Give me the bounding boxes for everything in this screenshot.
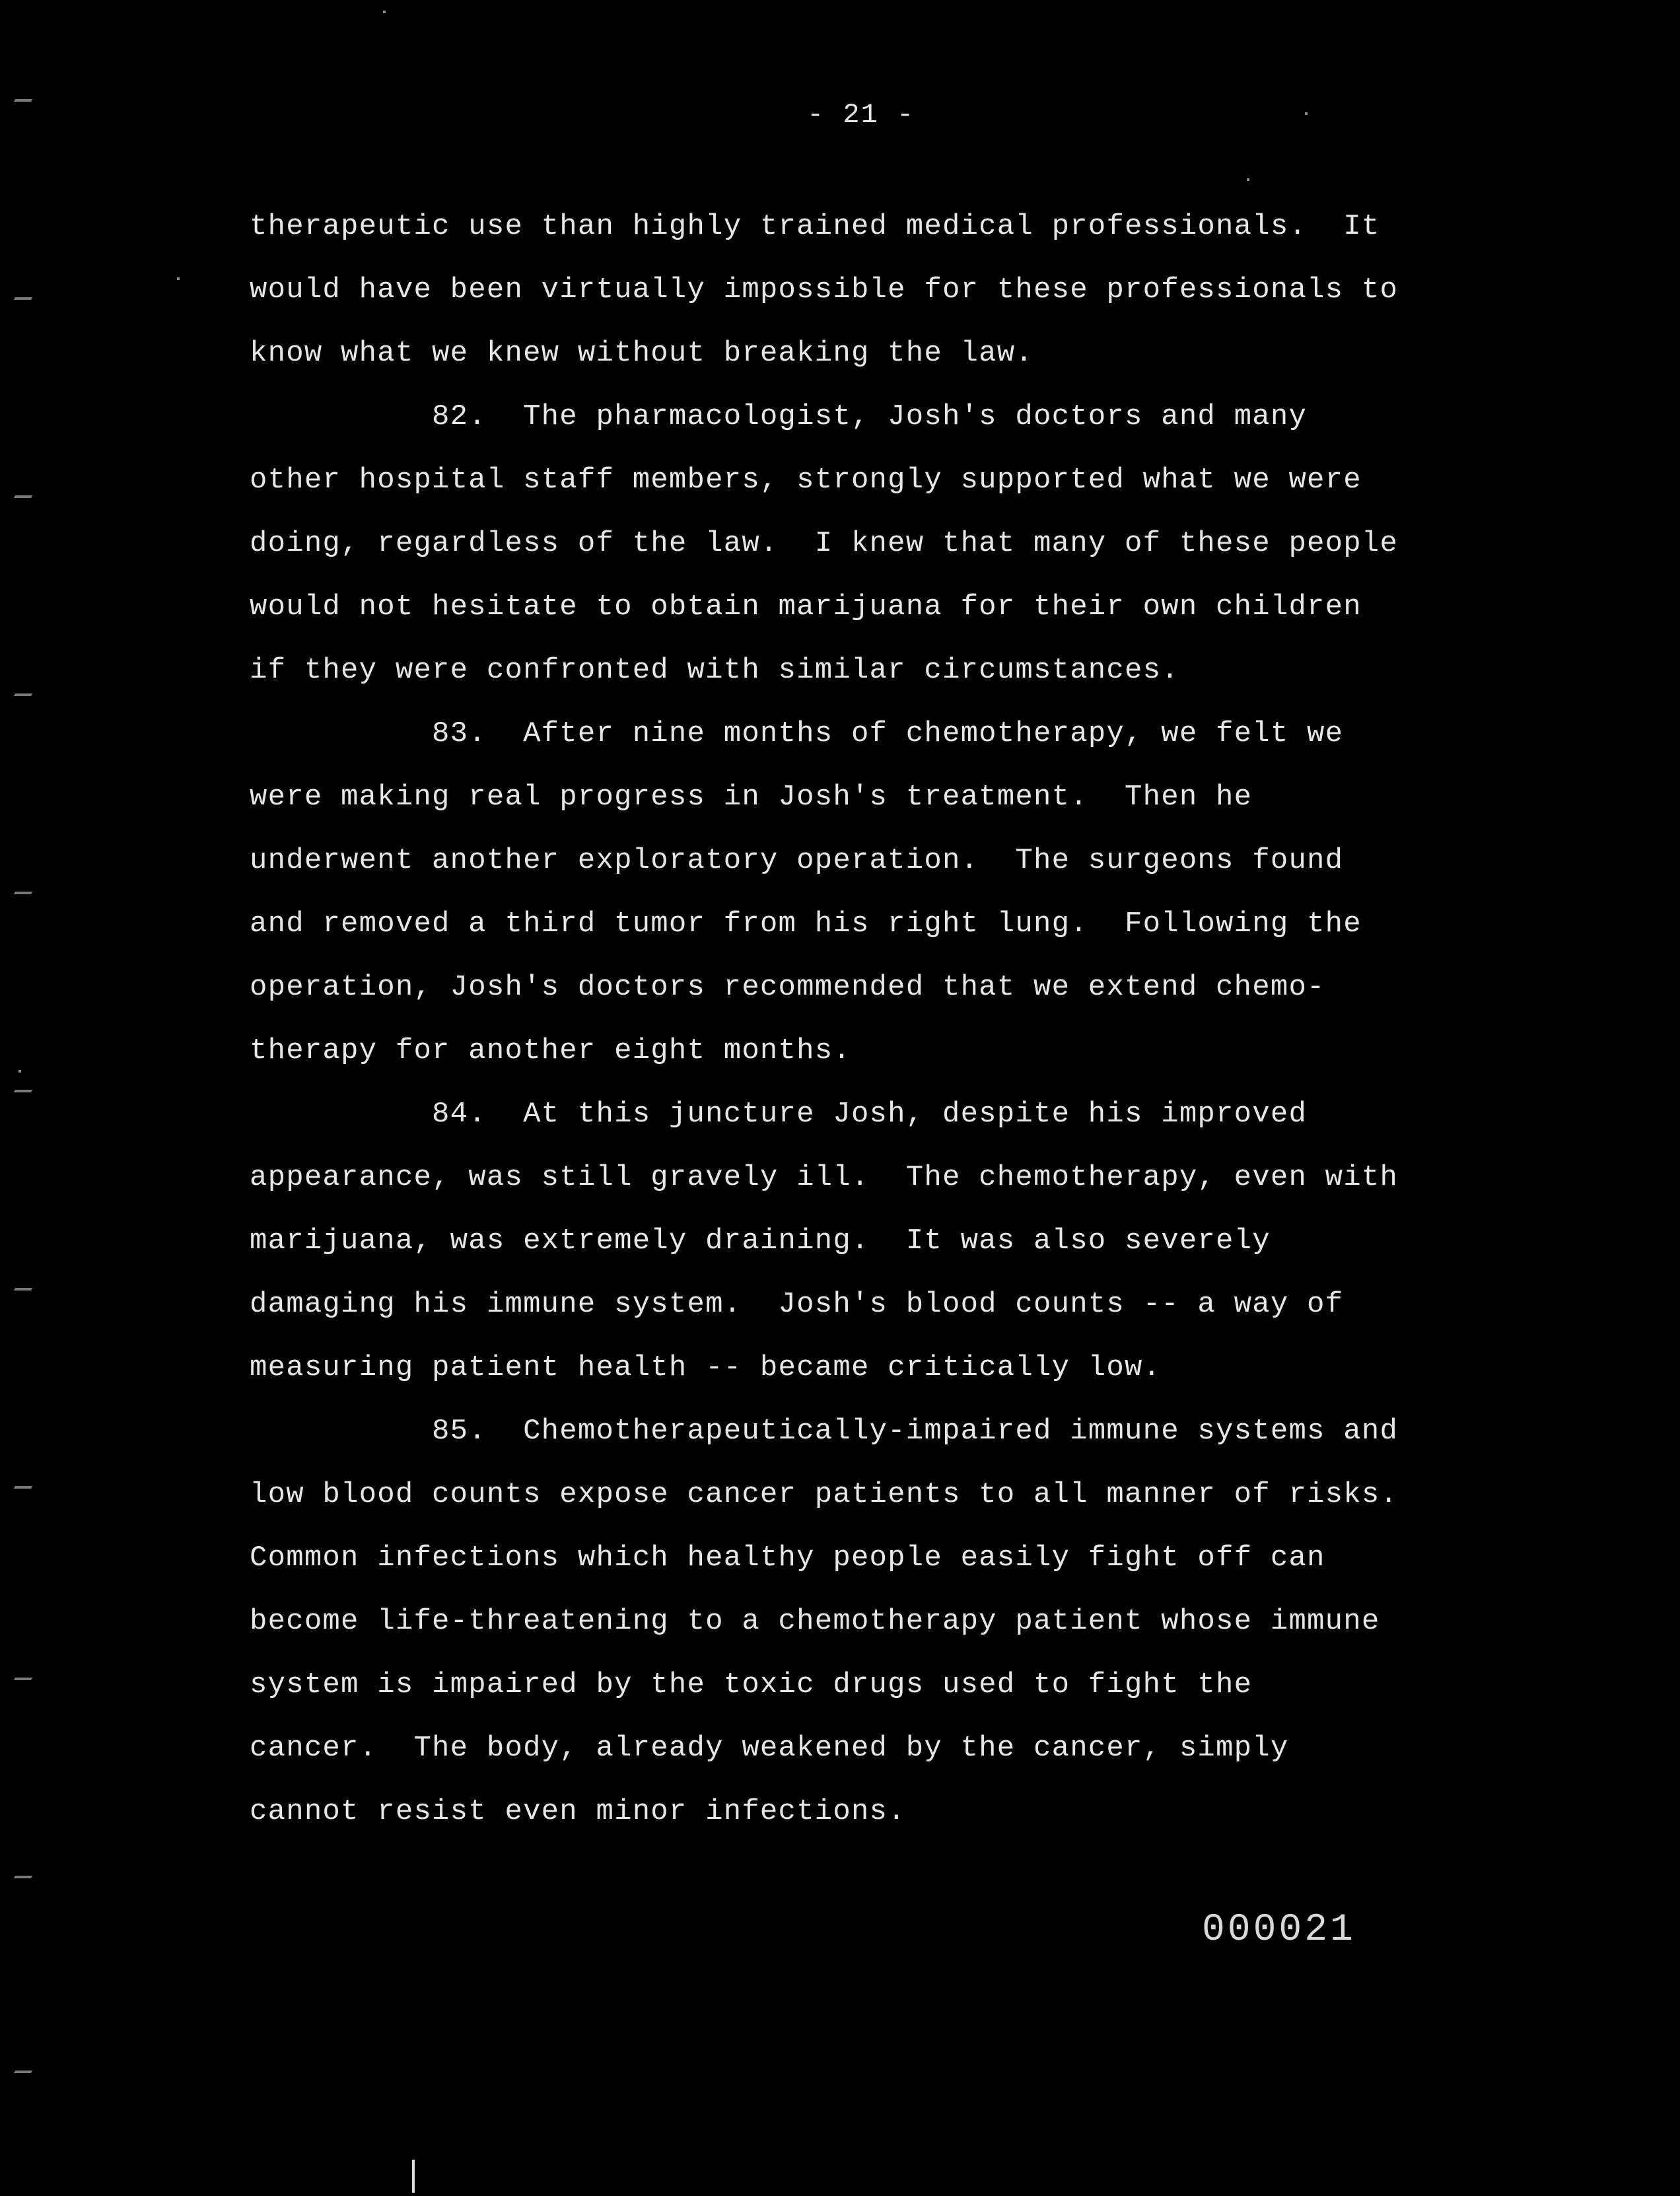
scan-mark [14, 892, 32, 894]
text-line: system is impaired by the toxic drugs used to fight the [250, 1668, 1253, 1701]
bottom-rule [412, 2160, 415, 2193]
text-line: Common infections which healthy people easily fight off can [250, 1541, 1325, 1575]
text-line: appearance, was still gravely ill. The chemotherapy, even with [250, 1161, 1399, 1194]
text-line: marijuana, was extremely draining. It was also severely [250, 1224, 1271, 1257]
bates-stamp: 000021 [1202, 1909, 1356, 1952]
scan-mark [14, 1090, 32, 1092]
text-line: would have been virtually impossible for these professionals to [250, 273, 1399, 306]
scan-mark [14, 495, 32, 498]
scan-mark [14, 99, 32, 102]
text-line: other hospital staff members, strongly supported what we were [250, 464, 1362, 497]
scan-mark [14, 2071, 32, 2073]
paragraph-83-start: 83. After nine months of chemotherapy, we felt we [250, 717, 1344, 750]
text-line: damaging his immune system. Josh's blood counts -- a way of [250, 1288, 1344, 1321]
text-line: and removed a third tumor from his right lung. Following the [250, 907, 1362, 940]
text-line: become life-threatening to a chemotherapy patient whose immune [250, 1605, 1380, 1638]
paragraph-82-start: 82. The pharmacologist, Josh's doctors and many [250, 400, 1308, 433]
scan-mark [14, 1486, 32, 1489]
paragraph-85-start: 85. Chemotherapeutically-impaired immune systems and [250, 1415, 1399, 1448]
scan-speck [18, 1070, 21, 1073]
text-line: cancer. The body, already weakened by the cancer, simply [250, 1732, 1289, 1765]
text-line: know what we knew without breaking the law. [250, 337, 1033, 370]
text-line: doing, regardless of the law. I knew that many of these people [250, 527, 1399, 560]
text-line: operation, Josh's doctors recommended that we extend chemo- [250, 971, 1325, 1004]
text-line: measuring patient health -- became critically low. [250, 1351, 1162, 1384]
page-number: - 21 - [807, 99, 915, 131]
text-line: were making real progress in Josh's treatment. Then he [250, 781, 1253, 814]
scan-speck [1247, 178, 1249, 181]
scan-speck [1305, 112, 1308, 115]
text-line: underwent another exploratory operation. The surgeons found [250, 844, 1344, 877]
text-line: cannot resist even minor infections. [250, 1795, 906, 1828]
text-line: if they were confronted with similar circumstances. [250, 654, 1179, 687]
text-line: low blood counts expose cancer patients to all manner of risks. [250, 1478, 1399, 1511]
text-line: therapeutic use than highly trained medical professionals. It [250, 210, 1380, 243]
scan-speck [383, 11, 386, 13]
scan-mark [14, 1288, 32, 1291]
paragraph-84-start: 84. At this juncture Josh, despite his improved [250, 1098, 1308, 1131]
scan-mark [14, 1678, 32, 1680]
scan-speck [177, 277, 180, 280]
scan-mark [14, 693, 32, 696]
text-line: therapy for another eight months. [250, 1034, 851, 1067]
text-line: would not hesitate to obtain marijuana for their own children [250, 590, 1362, 623]
scan-mark [14, 297, 32, 300]
scan-mark [14, 1876, 32, 1878]
